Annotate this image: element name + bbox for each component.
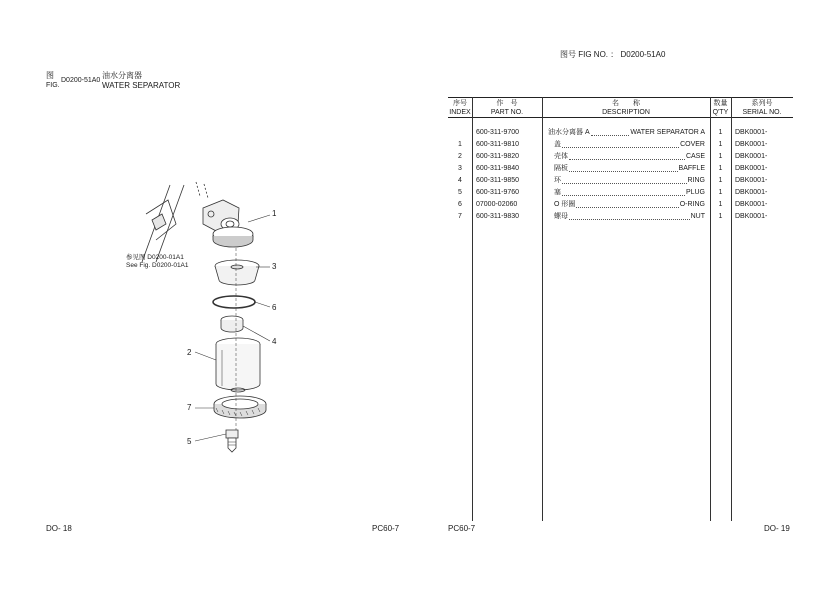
row-index: 5 — [458, 189, 462, 196]
row-desc-en: CASE — [685, 153, 705, 160]
callout-3: 3 — [272, 262, 277, 271]
baffle-part — [215, 260, 259, 285]
row-serial: DBK0001- — [735, 201, 768, 208]
fig-number-colon: ： — [610, 50, 619, 59]
header-part-en: PART NO. — [490, 109, 524, 116]
row-desc-zh: 环 — [554, 177, 561, 184]
row-description — [548, 127, 705, 139]
row-qty: 1 — [718, 141, 723, 148]
row-qty: 1 — [718, 213, 723, 220]
parts-table — [448, 97, 793, 521]
table-row — [448, 139, 793, 151]
table-top-rule — [448, 97, 793, 98]
fig-number-label: FIG NO. — [578, 50, 609, 59]
row-index: 4 — [458, 177, 462, 184]
header-description — [542, 99, 710, 117]
fig-number-value: D0200-51A0 — [620, 50, 666, 59]
fig-en: FIG. — [46, 82, 60, 89]
header-qty-zh: 数量 — [713, 100, 728, 107]
row-desc-en: COVER — [680, 141, 705, 148]
row-desc-en: NUT — [690, 213, 705, 220]
header-serial-zh: 系列号 — [751, 100, 773, 107]
header-desc-en: DESCRIPTION — [602, 109, 650, 116]
row-index: 1 — [458, 141, 462, 148]
row-serial: DBK0001- — [735, 165, 768, 172]
row-desc-en: RING — [687, 177, 705, 184]
leader-dots — [562, 139, 679, 148]
row-part-no: 600-311-9820 — [476, 153, 520, 160]
fig-number-zh: 图号 — [560, 50, 576, 59]
exploded-view-drawing — [0, 0, 420, 520]
row-desc-zh: 盖 — [554, 141, 561, 148]
row-index: 3 — [458, 165, 462, 172]
right-page-number: DO- 19 — [764, 524, 790, 533]
row-desc-zh: 塞 — [554, 189, 561, 196]
left-model: PC60-7 — [372, 524, 400, 533]
callout-2: 2 — [187, 348, 192, 357]
row-desc-zh: O 形圈 — [554, 201, 576, 208]
table-row — [448, 127, 793, 139]
row-desc-zh: 螺母 — [554, 213, 568, 220]
see-fig-reference — [126, 254, 189, 270]
leader-dots — [569, 211, 690, 220]
row-description — [548, 163, 705, 175]
row-desc-en: BAFFLE — [678, 165, 705, 172]
row-serial: DBK0001- — [735, 177, 768, 184]
row-serial: DBK0001- — [735, 153, 768, 160]
row-qty: 1 — [718, 165, 723, 172]
row-desc-en: WATER SEPARATOR A — [630, 129, 705, 136]
row-part-no: 600-311-9700 — [476, 129, 520, 136]
callout-5: 5 — [187, 437, 192, 446]
leader-dots — [569, 163, 678, 172]
mounting-bracket — [142, 182, 208, 262]
callout-4: 4 — [272, 337, 277, 346]
callout-6: 6 — [272, 303, 277, 312]
fig-title-en: WATER SEPARATOR — [102, 81, 181, 90]
o-ring-part — [213, 296, 255, 308]
row-desc-zh: 壳体 — [554, 153, 568, 160]
row-serial: DBK0001- — [735, 141, 768, 148]
leader-dots — [562, 187, 685, 196]
row-desc-en: O-RING — [679, 201, 705, 208]
row-part-no: 600-311-9760 — [476, 189, 520, 196]
row-qty: 1 — [718, 153, 723, 160]
header-serial — [731, 99, 793, 117]
row-part-no: 600-311-9850 — [476, 177, 520, 184]
row-part-no: 600-311-9810 — [476, 141, 520, 148]
fig-zh: 图 — [46, 71, 54, 80]
row-desc-zh: 油水分离器 A — [548, 129, 590, 136]
left-page-number: DO- 18 — [46, 524, 72, 533]
right-model: PC60-7 — [448, 524, 476, 533]
row-description — [548, 199, 705, 211]
row-qty: 1 — [718, 177, 723, 184]
row-description — [548, 187, 705, 199]
row-serial: DBK0001- — [735, 129, 768, 136]
fig-code: D0200-51A0 — [61, 77, 101, 84]
case-part — [216, 338, 260, 392]
header-qty-en: Q'TY — [712, 109, 729, 116]
row-description — [548, 139, 705, 151]
row-part-no: 07000-02060 — [476, 201, 518, 208]
header-index — [448, 99, 472, 117]
leader-dots — [591, 127, 630, 136]
callout-1: 1 — [272, 209, 277, 218]
table-row — [448, 187, 793, 199]
row-part-no: 600-311-9840 — [476, 165, 520, 172]
row-index: 6 — [458, 201, 462, 208]
cover-part — [203, 200, 253, 247]
plug-part — [226, 430, 238, 452]
see-fig-en: See Fig. D0200-01A1 — [126, 262, 189, 269]
row-serial: DBK0001- — [735, 189, 768, 196]
row-description — [548, 151, 705, 163]
nut-part — [214, 396, 266, 418]
header-part-no — [472, 99, 542, 117]
row-qty: 1 — [718, 201, 723, 208]
table-row — [448, 199, 793, 211]
callout-7: 7 — [187, 403, 192, 412]
row-qty: 1 — [718, 189, 723, 196]
header-desc-zh: 名 称 — [612, 100, 640, 107]
row-part-no: 600-311-9830 — [476, 213, 520, 220]
row-description — [548, 175, 705, 187]
row-desc-en: PLUG — [685, 189, 705, 196]
header-index-en: INDEX — [449, 109, 471, 116]
row-index: 2 — [458, 153, 462, 160]
leader-dots — [569, 151, 685, 160]
ring-part — [221, 316, 243, 332]
table-row — [448, 175, 793, 187]
row-desc-zh: 隔板 — [554, 165, 568, 172]
fig-title-zh: 油水分离器 — [102, 71, 142, 80]
see-fig-zh: 参见图 D0200-01A1 — [126, 254, 184, 261]
header-index-zh: 序号 — [453, 100, 467, 107]
header-part-zh: 作 号 — [496, 100, 518, 107]
header-serial-en: SERIAL NO. — [742, 109, 782, 116]
table-row — [448, 163, 793, 175]
row-description — [548, 211, 705, 223]
row-serial: DBK0001- — [735, 213, 768, 220]
leader-dots — [562, 175, 687, 184]
table-row — [448, 211, 793, 223]
table-row — [448, 151, 793, 163]
row-qty: 1 — [718, 129, 723, 136]
row-index: 7 — [458, 213, 462, 220]
fig-number-header — [560, 50, 665, 59]
table-header-rule — [448, 117, 793, 118]
leader-dots — [576, 199, 678, 208]
header-qty — [710, 99, 731, 117]
